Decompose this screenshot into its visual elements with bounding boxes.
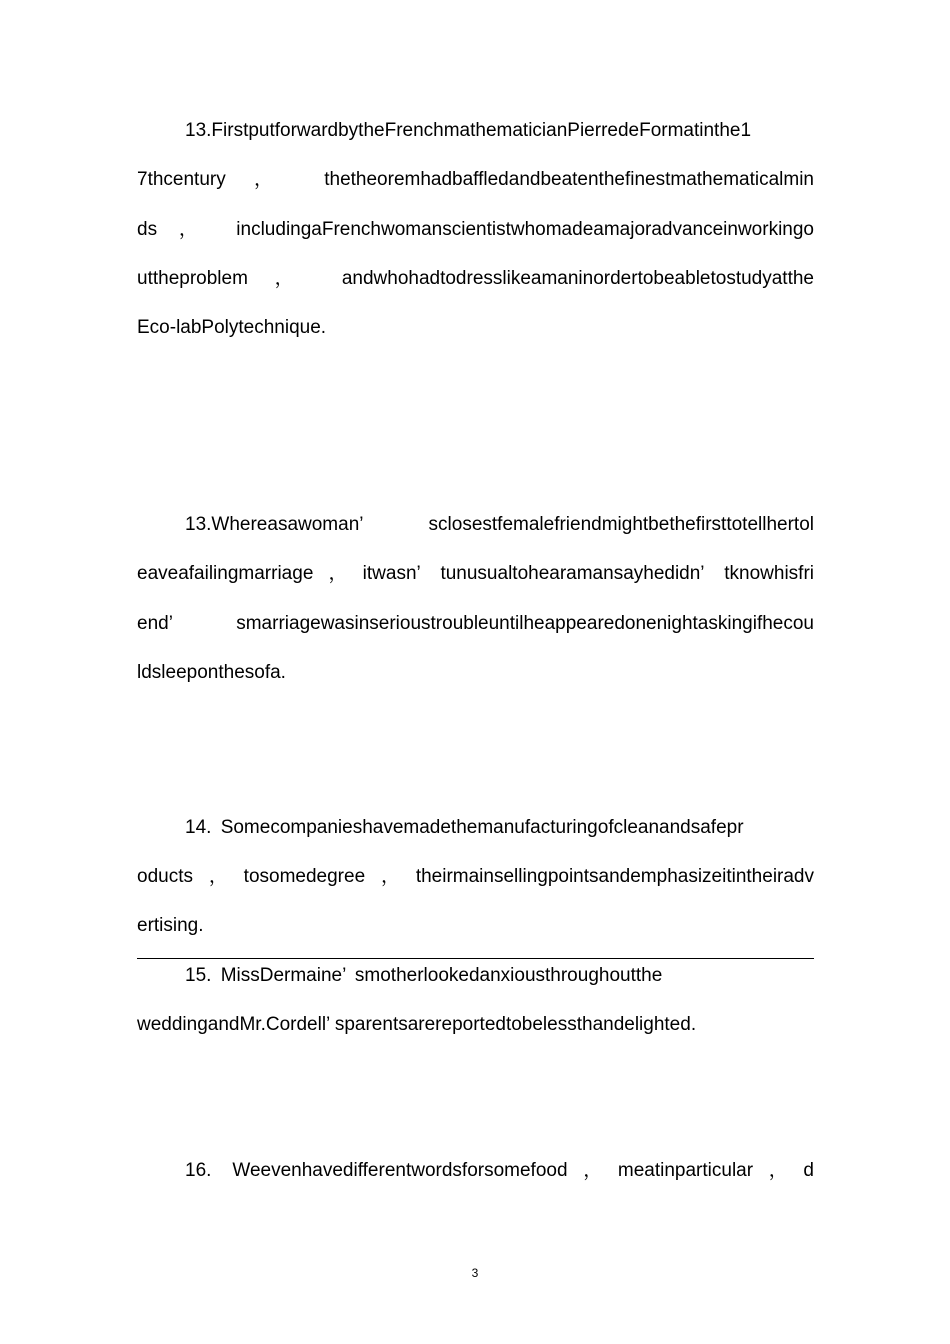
paragraph-1-line-3: ds ， includingaFrenchwomanscientistwhomadeamajoradvanceinworkingo	[137, 219, 814, 240]
paragraph-2-line-3: end’ smarriagewasinserioustroubleuntilheappearedonenightaskingifhecou	[137, 613, 814, 634]
paragraph-2-line-1: 13.Whereasawoman’ sclosestfemalefriendmightbethefirsttotellhertol	[185, 514, 814, 535]
paragraph-3-line-3: ertising.	[137, 915, 204, 936]
horizontal-rule	[137, 958, 814, 959]
page-number: 3	[471, 1266, 479, 1280]
paragraph-1-line-4: uttheproblem ， andwhohadtodresslikeamaninordertobeabletostudyatthe	[137, 268, 814, 289]
paragraph-4-line-2: weddingandMr.Cordell’ sparentsarereportedtobelessthandelighted.	[137, 1014, 697, 1035]
paragraph-1-line-5: Eco-labPolytechnique.	[137, 317, 327, 338]
paragraph-2-line-2: eaveafailingmarriage，itwasn’ tunusualtohearamansayhedidn’ tknowhisfri	[137, 563, 814, 584]
paragraph-3-line-2: oducts，tosomedegree，theirmainsellingpointsandemphasizeitintheiradv	[137, 866, 814, 887]
paragraph-1-line-2: 7thcentury ， thetheoremhadbaffledandbeatenthefinestmathematicalmin	[137, 169, 814, 190]
paragraph-3-line-1: 14. Somecompanieshavemadethemanufacturingofcleanandsafepr	[185, 817, 744, 838]
paragraph-2-line-4: ldsleeponthesofa.	[137, 662, 286, 683]
paragraph-1-line-1: 13.FirstputforwardbytheFrenchmathematicianPierredeFormatinthe1	[185, 120, 752, 141]
paragraph-5-line-1: 16. Weevenhavedifferentwordsforsomefood，meatinparticular，d	[185, 1160, 814, 1181]
paragraph-4-line-1: 15. MissDermaine’ smotherlookedanxiousthroughoutthe	[185, 965, 663, 986]
